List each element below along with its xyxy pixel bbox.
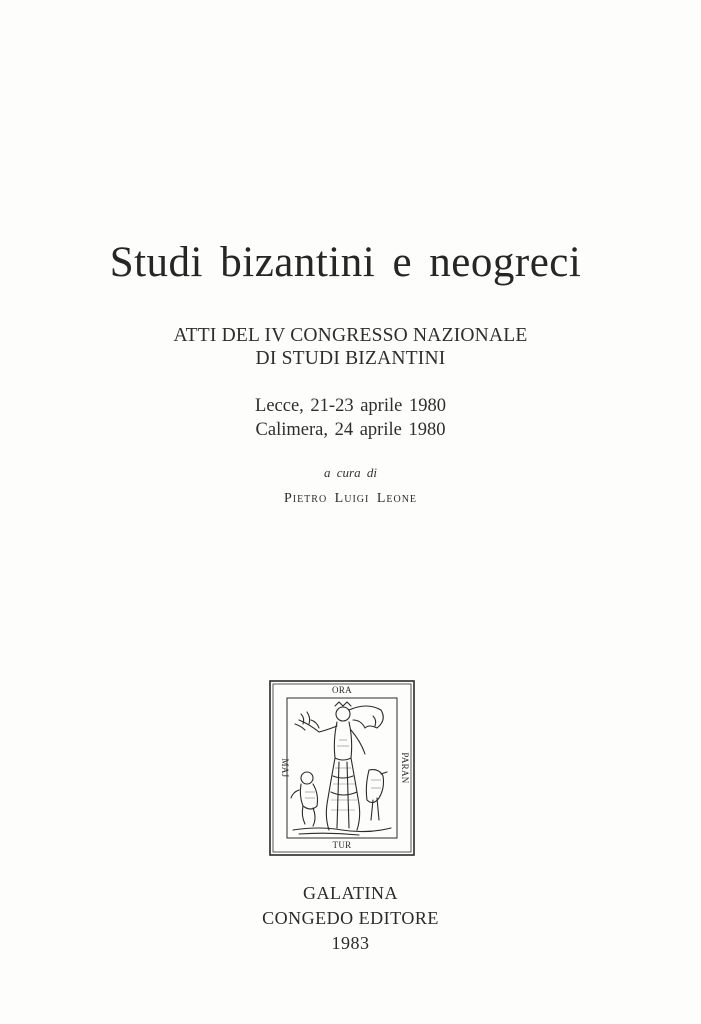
- publisher-city: GALATINA: [303, 883, 398, 903]
- editor-name: Pietro Luigi Leone: [283, 491, 418, 506]
- publisher-name: CONGEDO EDITORE: [262, 908, 439, 928]
- venue-line-2: Calimera, 24 aprile 1980: [255, 420, 446, 440]
- emblem-top-text: ORA: [332, 685, 352, 695]
- venue-line-1: Lecce, 21-23 aprile 1980: [255, 396, 446, 416]
- publication-year: 1983: [331, 933, 370, 953]
- book-title: Studi bizantini e neogreci: [109, 239, 582, 286]
- subtitle-line-1: ATTI DEL IV CONGRESSO NAZIONALE: [173, 325, 528, 346]
- emblem-bottom-text: TUR: [332, 840, 352, 850]
- subtitle-line-2: DI STUDI BIZANTINI: [255, 348, 446, 369]
- emblem-right-text: PARAN: [400, 752, 410, 784]
- editor-intro: a cura di: [324, 465, 377, 480]
- emblem-left-text: MAJ: [280, 758, 290, 778]
- printers-mark-icon: [269, 680, 415, 856]
